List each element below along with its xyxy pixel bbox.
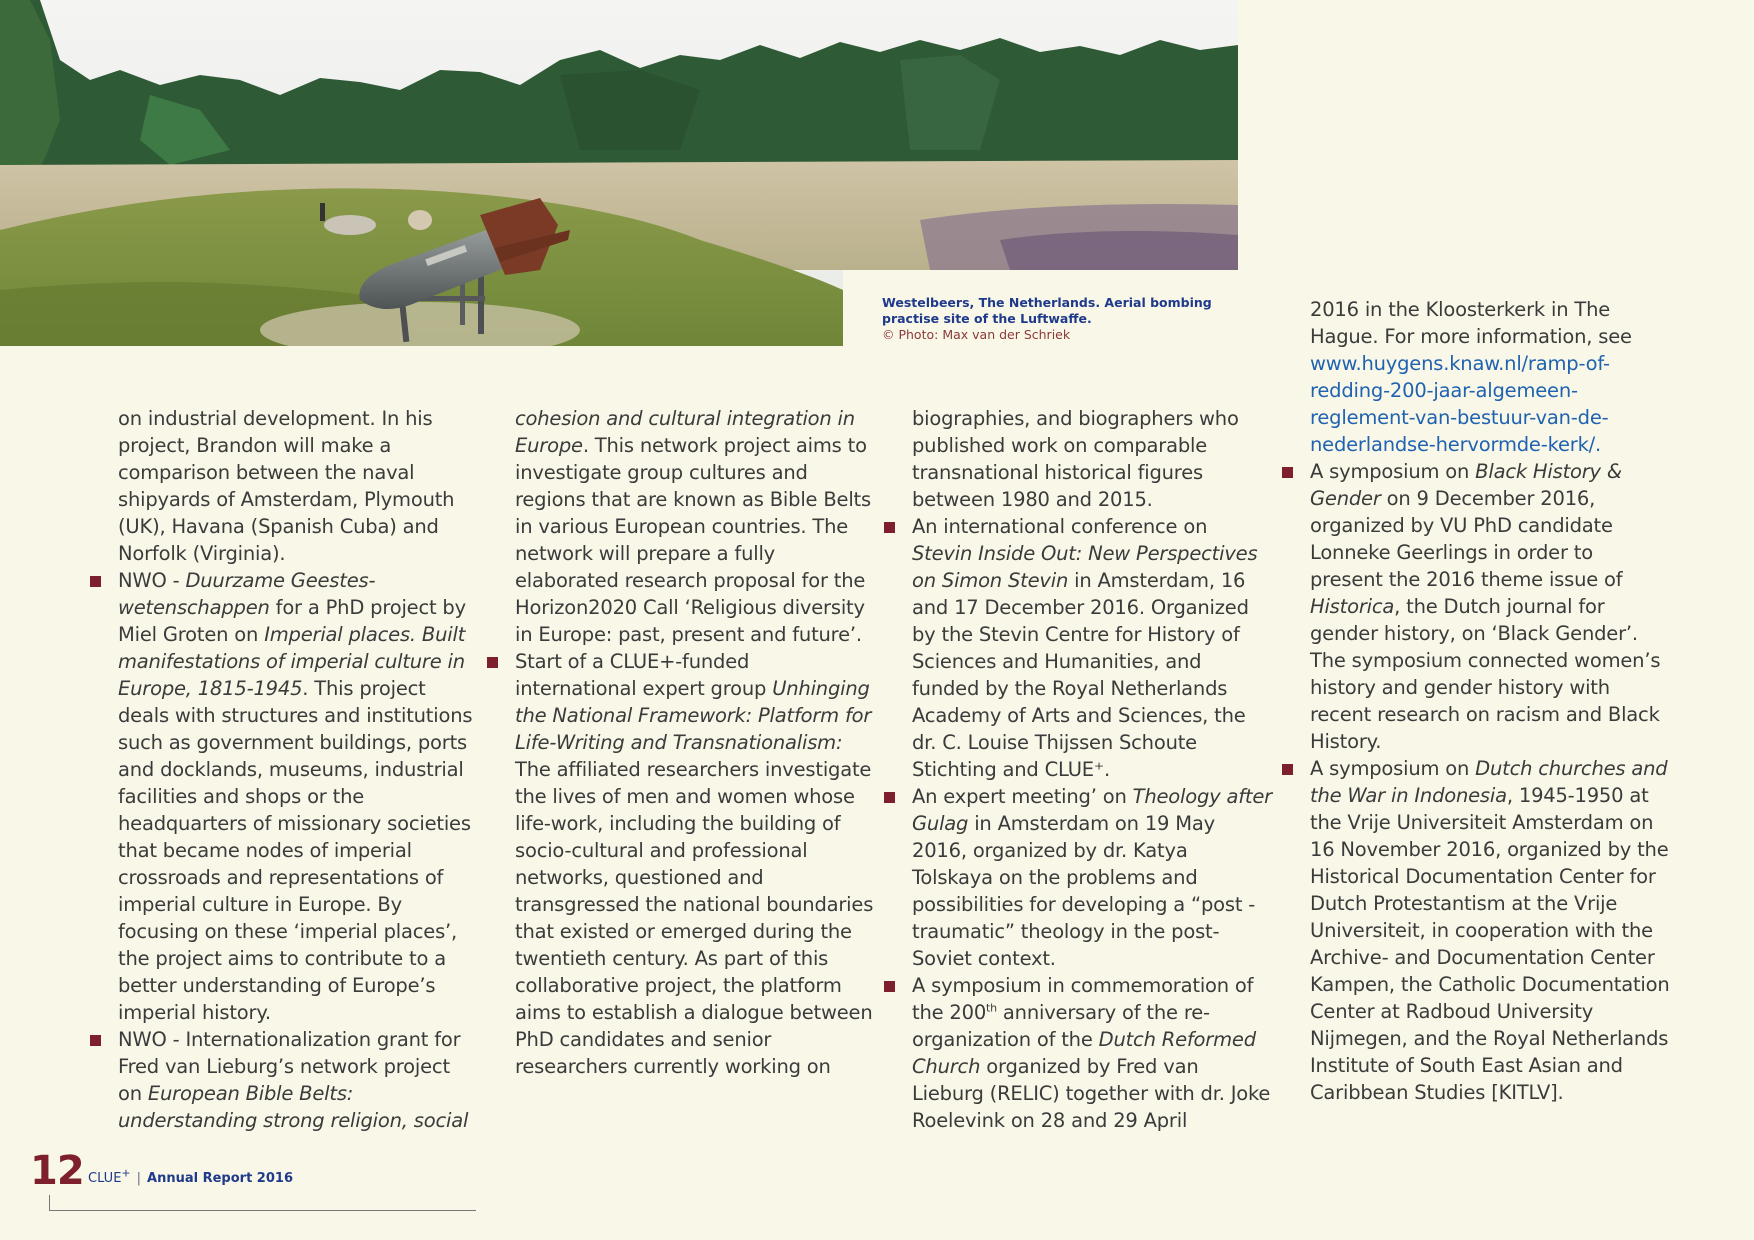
footer-publication — [88, 1166, 293, 1186]
square-bullet-icon — [884, 981, 895, 992]
bullet-list — [118, 567, 478, 1134]
caption-title-line2: practise site of the Luftwaffe. — [882, 311, 1092, 326]
list-item: Start of a CLUE+-funded international expert group Unhinging the National Framework: Platform for Life-Writing and Transnationalism: The affiliated researchers investigate the lives of men and women whose life-work, including the building of socio-cultural and professional networks, questioned and transgressed the national boundaries that existed or emerged during the twentieth century. As part of this collaborative project, the platform aims to establish a dialogue between PhD candidates and senior researchers currently working on — [515, 648, 875, 1080]
bullet-list — [1310, 458, 1670, 1106]
page-number: 12 — [30, 1148, 84, 1194]
bullet-list — [515, 648, 875, 1080]
brand-name: CLUE — [88, 1171, 122, 1186]
square-bullet-icon — [884, 522, 895, 533]
caption-credit: © Photo: Max van der Schriek — [882, 327, 1071, 342]
list-item: A symposium in commemoration of the 200th anniversary of the re-organization of the Dutch Reformed Church organized by Fred van Lieburg (RELIC) together with dr. Joke Roelevink on 28 and 29 April — [912, 972, 1272, 1134]
caption-title-line1: Westelbeers, The Netherlands. Aerial bombing — [882, 295, 1212, 310]
list-item: A symposium on Dutch churches and the War in Indonesia, 1945-1950 at the Vrije Universiteit Amsterdam on 16 November 2016, organized by the Historical Documentation Center for Dutch Protestantism at the Vrije Universiteit, in cooperation with the Archive- and Documentation Center Kampen, the Catholic Documentation Center at Radboud University Nijmegen, and the Royal Netherlands Institute of South East Asian and Caribbean Studies [KITLV]. — [1310, 755, 1670, 1106]
huygens-link[interactable]: www.huygens.knaw.nl/ramp-of-redding-200-jaar-algemeen-reglement-van-bestuur-van-de-nederlandse-hervormde-kerk/. — [1310, 352, 1610, 456]
column-paragraph: biographies, and biographers who published work on comparable transnational historical figures between 1980 and 2015. — [912, 407, 1239, 511]
list-item: NWO - Internationalization grant for Fred van Lieburg’s network project on European Bible Belts: understanding strong religion, social — [118, 1026, 478, 1134]
square-bullet-icon — [487, 657, 498, 668]
list-item: An expert meeting’ on Theology after Gulag in Amsterdam on 19 May 2016, organized by dr. Katya Tolskaya on the problems and possibilities for developing a “post -traumatic” theology in the post-Soviet context. — [912, 783, 1272, 972]
square-bullet-icon — [884, 792, 895, 803]
list-item: NWO - Duurzame Geestes-wetenschappen for a PhD project by Miel Groten on Imperial places. Built manifestations of imperial culture in Europe, 1815-1945. This project deals with structures and institutions such as government buildings, ports and docklands, museums, industrial facilities and shops or the headquarters of missionary societies that became nodes of imperial crossroads and representations of imperial culture in Europe. By focusing on these ‘imperial places’, the project aims to contribute to a better understanding of Europe’s imperial history. — [118, 567, 478, 1026]
square-bullet-icon — [1282, 467, 1293, 478]
text-column-3 — [912, 405, 1272, 1134]
list-item: A symposium on Black History & Gender on 9 December 2016, organized by VU PhD candidate Lonneke Geerlings in order to present the 2016 theme issue of Historica, the Dutch journal for gender history, on ‘Black Gender’. The symposium connected women’s history and gender history with recent research on racism and Black History. — [1310, 458, 1670, 755]
bullet-list — [912, 513, 1272, 1134]
photo-caption — [882, 295, 1212, 343]
text-column-2 — [515, 405, 875, 1080]
footer-rule-vertical — [49, 1195, 50, 1211]
footer-rule-horizontal — [49, 1210, 476, 1211]
footer-separator: | — [136, 1171, 142, 1186]
square-bullet-icon — [90, 576, 101, 587]
column-paragraph: 2016 in the Kloosterkerk in The Hague. For more information, see www.huygens.knaw.nl/ramp-of-redding-200-jaar-algemeen-reglement-van-bestuur-van-de-nederlandse-hervormde-kerk/. — [1310, 298, 1632, 456]
text-column-1 — [118, 405, 478, 1134]
square-bullet-icon — [1282, 764, 1293, 775]
report-title: Annual Report 2016 — [147, 1171, 293, 1186]
text-column-4 — [1310, 296, 1670, 1106]
column-paragraph: cohesion and cultural integration in Europe. This network project aims to investigate group cultures and regions that are known as Bible Belts in various European countries. The network will prepare a fully elaborated research proposal for the Horizon2020 Call ‘Religious diversity in Europe: past, present and future’. — [515, 407, 871, 646]
square-bullet-icon — [90, 1035, 101, 1046]
brand-superscript: + — [121, 1166, 131, 1180]
column-paragraph: on industrial development. In his project, Brandon will make a comparison between the naval shipyards of Amsterdam, Plymouth (UK), Havana (Spanish Cuba) and Norfolk (Virginia). — [118, 407, 455, 565]
list-item: An international conference on Stevin Inside Out: New Perspectives on Simon Stevin in Amsterdam, 16 and 17 December 2016. Organized by the Stevin Centre for History of Sciences and Humanities, and funded by the Royal Netherlands Academy of Arts and Sciences, the dr. C. Louise Thijssen Schoute Stichting and CLUE⁺. — [912, 513, 1272, 783]
